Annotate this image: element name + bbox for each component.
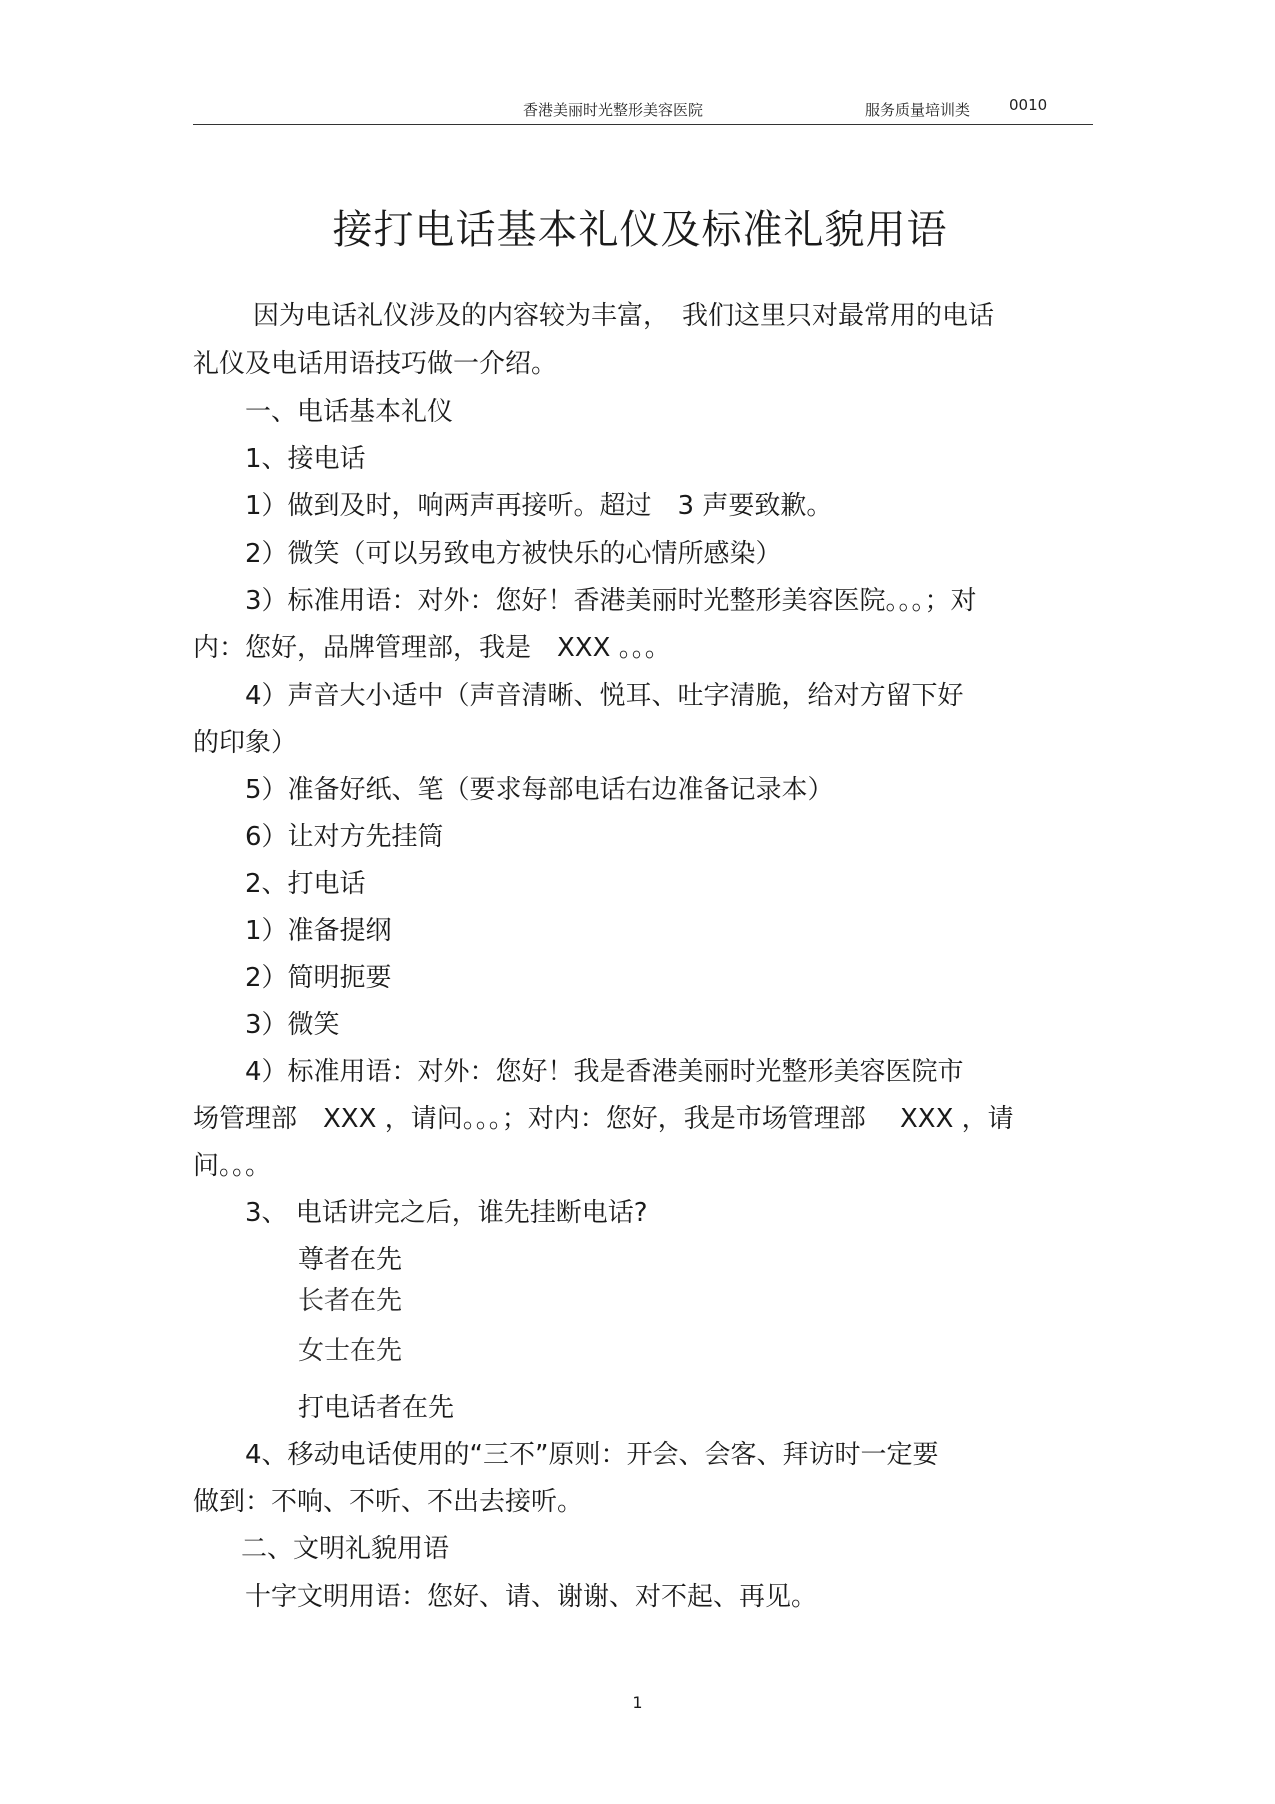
list-item: 3）微笑	[245, 1010, 340, 1040]
list-item: 1）做到及时，响两声再接听。超过 3 声要致歉。	[245, 491, 833, 521]
document-title: 接打电话基本礼仪及标准礼貌用语	[332, 207, 948, 253]
section-heading: 二、文明礼貌用语	[241, 1534, 450, 1564]
subsection-heading: 3、 电话讲完之后，谁先挂断电话?	[245, 1198, 648, 1228]
list-item: 女士在先	[298, 1336, 403, 1366]
page-number: 1	[632, 1693, 643, 1712]
list-item: 1）准备提纲	[245, 916, 392, 946]
list-item: 长者在先	[298, 1286, 403, 1316]
list-item: 3）标准用语：对外：您好！香港美丽时光整形美容医院。。。；对	[245, 586, 977, 616]
list-item: 尊者在先	[298, 1245, 403, 1275]
list-item: 6）让对方先挂筒	[245, 822, 444, 852]
list-item-continuation: 问。。。	[193, 1151, 272, 1181]
list-item: 4）声音大小适中（声音清晰、悦耳、吐字清脆，给对方留下好	[245, 681, 964, 711]
section-heading: 一、电话基本礼仪	[245, 397, 454, 427]
list-item: 4）标准用语：对外：您好！我是香港美丽时光整形美容医院市	[245, 1057, 964, 1087]
list-item: 打电话者在先	[298, 1393, 455, 1423]
subsection-heading: 1、接电话	[245, 444, 366, 474]
list-item: 2）微笑（可以另致电方被快乐的心情所感染）	[245, 539, 782, 569]
paragraph-line: 礼仪及电话用语技巧做一介绍。	[193, 349, 558, 379]
paragraph-line: 十字文明用语：您好、请、谢谢、对不起、再见。	[245, 1582, 818, 1612]
header-hospital-name: 香港美丽时光整形美容医院	[523, 101, 704, 119]
list-item-continuation: 的印象）	[193, 728, 298, 758]
list-item: 5）准备好纸、笔（要求每部电话右边准备记录本）	[245, 775, 834, 805]
header-doc-code: 0010	[1009, 96, 1048, 114]
paragraph-line: 因为电话礼仪涉及的内容较为丰富， 我们这里只对最常用的电话	[253, 301, 995, 331]
subsection-heading: 4、移动电话使用的“三不”原则：开会、会客、拜访时一定要	[245, 1440, 939, 1470]
page-header	[193, 96, 1093, 125]
subsection-heading: 2、打电话	[245, 869, 366, 899]
list-item-continuation: 场管理部 XXX ，请问。。。；对内：您好，我是市场管理部 XXX ，请	[193, 1104, 1014, 1134]
header-category: 服务质量培训类	[865, 101, 971, 119]
list-item-continuation: 内：您好，品牌管理部，我是 XXX 。。。	[193, 633, 671, 663]
paragraph-line: 做到：不响、不听、不出去接听。	[193, 1487, 584, 1517]
list-item: 2）简明扼要	[245, 963, 392, 993]
